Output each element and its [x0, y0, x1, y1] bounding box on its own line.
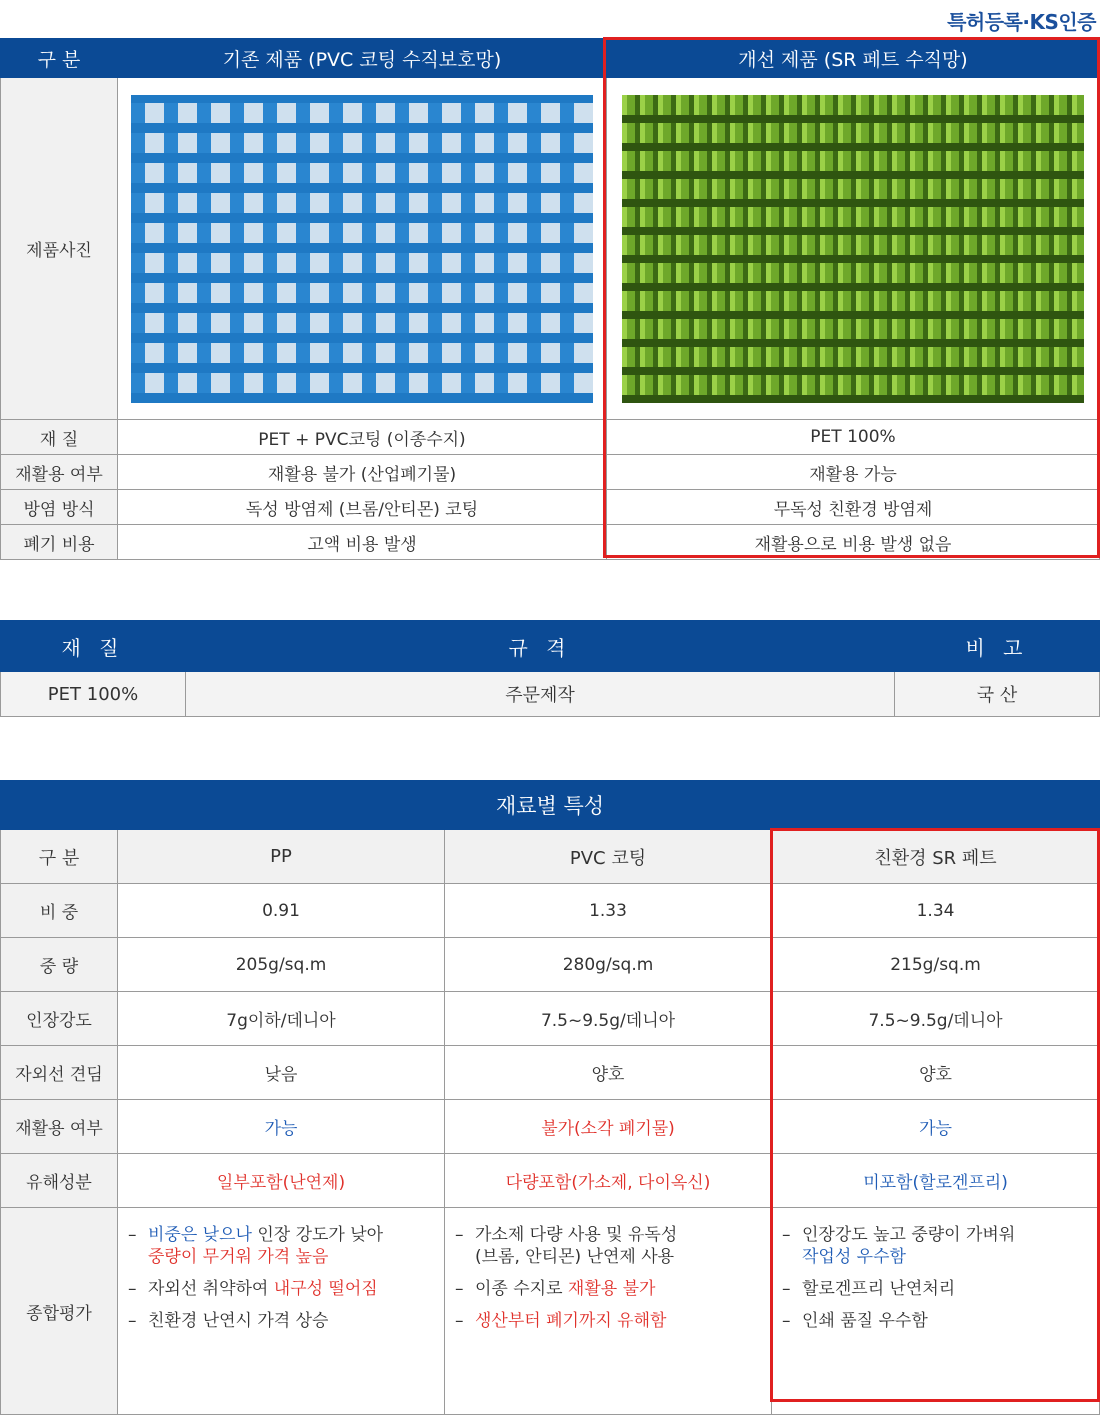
new-value: 재활용으로 비용 발생 없음 — [607, 525, 1100, 560]
evaluation-label: 종합평가 — [1, 1208, 118, 1415]
evaluation-item: – 인장강도 높고 중량이 가벼워 작업성 우수함 — [782, 1225, 1016, 1267]
materials-header-row — [1, 830, 1100, 884]
sr-pet-mesh-photo — [622, 95, 1084, 403]
sr-pet-value: 7.5~9.5g/데니아 — [772, 992, 1100, 1046]
evaluation-item: – 가소제 다량 사용 및 유독성 (브롬, 안티몬) 난연제 사용 — [455, 1225, 678, 1267]
materials-row — [1, 884, 1100, 938]
materials-row — [1, 938, 1100, 992]
spec-header-note: 비 고 — [895, 621, 1100, 672]
pp-value: 낮음 — [118, 1046, 445, 1100]
old-value: 고액 비용 발생 — [118, 525, 607, 560]
materials-title-row — [1, 781, 1100, 830]
comparison-row — [1, 525, 1100, 560]
row-label: 비 중 — [1, 884, 118, 938]
pp-value: 205g/sq.m — [118, 938, 445, 992]
pp-value: 일부포함(난연제) — [118, 1154, 445, 1208]
pvc-value: 280g/sq.m — [445, 938, 772, 992]
pvc-value: 7.5~9.5g/데니아 — [445, 992, 772, 1046]
comparison-row — [1, 455, 1100, 490]
header-category: 구 분 — [1, 39, 118, 78]
old-value: PET + PVC코팅 (이종수지) — [118, 420, 607, 455]
photo-row-label: 제품사진 — [1, 78, 118, 420]
old-value: 재활용 불가 (산업폐기물) — [118, 455, 607, 490]
row-label: 재활용 여부 — [1, 1100, 118, 1154]
pvc-value: 불가(소각 폐기물) — [445, 1100, 772, 1154]
pvc-value: 1.33 — [445, 884, 772, 938]
row-label: 폐기 비용 — [1, 525, 118, 560]
new-product-photo-cell — [607, 78, 1100, 420]
row-label: 재활용 여부 — [1, 455, 118, 490]
sr-pet-value: 양호 — [772, 1046, 1100, 1100]
materials-row — [1, 1046, 1100, 1100]
header-old-product: 기존 제품 (PVC 코팅 수직보호망) — [118, 39, 607, 78]
sr-pet-value: 가능 — [772, 1100, 1100, 1154]
spec-header-size: 규 격 — [186, 621, 895, 672]
sr-pet-value: 1.34 — [772, 884, 1100, 938]
pp-evaluation — [118, 1208, 445, 1415]
evaluation-row — [1, 1208, 1100, 1415]
materials-row — [1, 1100, 1100, 1154]
pp-value: 0.91 — [118, 884, 445, 938]
row-label: 인장강도 — [1, 992, 118, 1046]
materials-header-pp: PP — [118, 830, 445, 884]
comparison-header-row — [1, 39, 1100, 78]
evaluation-item: – 할로겐프리 난연처리 — [782, 1279, 956, 1299]
spec-header-row — [1, 621, 1100, 672]
pp-value: 가능 — [118, 1100, 445, 1154]
row-label: 재 질 — [1, 420, 118, 455]
old-value: 독성 방염제 (브롬/안티몬) 코팅 — [118, 490, 607, 525]
evaluation-item: – 비중은 낮으나 인장 강도가 낮아 중량이 무거워 가격 높음 — [128, 1225, 384, 1267]
row-label: 중 량 — [1, 938, 118, 992]
certification-badge: 특허등록·KS인증 — [947, 10, 1096, 34]
spec-table — [0, 620, 1100, 717]
comparison-row — [1, 420, 1100, 455]
material-properties-table — [0, 780, 1100, 1415]
comparison-row — [1, 490, 1100, 525]
new-value: 재활용 가능 — [607, 455, 1100, 490]
sr-pet-evaluation — [772, 1208, 1100, 1415]
evaluation-item: – 자외선 취약하여 내구성 떨어짐 — [128, 1279, 378, 1299]
evaluation-item: – 이종 수지로 재활용 불가 — [455, 1279, 656, 1299]
row-label: 유해성분 — [1, 1154, 118, 1208]
evaluation-item: – 생산부터 폐기까지 유해함 — [455, 1311, 667, 1331]
materials-row — [1, 992, 1100, 1046]
header-new-product: 개선 제품 (SR 페트 수직망) — [607, 39, 1100, 78]
row-label: 자외선 견딤 — [1, 1046, 118, 1100]
new-value: 무독성 친환경 방염제 — [607, 490, 1100, 525]
spec-header-material: 재 질 — [1, 621, 186, 672]
spec-row — [1, 672, 1100, 717]
materials-title: 재료별 특성 — [1, 781, 1100, 830]
pvc-evaluation — [445, 1208, 772, 1415]
evaluation-item: – 인쇄 품질 우수함 — [782, 1311, 928, 1331]
materials-header-sr-pet: 친환경 SR 페트 — [772, 830, 1100, 884]
spec-origin: 국 산 — [895, 672, 1100, 717]
spec-material: PET 100% — [1, 672, 186, 717]
pvc-mesh-photo — [131, 95, 593, 403]
materials-header-category: 구 분 — [1, 830, 118, 884]
sr-pet-value: 215g/sq.m — [772, 938, 1100, 992]
photo-row — [1, 78, 1100, 420]
old-product-photo-cell — [118, 78, 607, 420]
pvc-value: 다량포함(가소제, 다이옥신) — [445, 1154, 772, 1208]
materials-header-pvc: PVC 코팅 — [445, 830, 772, 884]
sr-pet-value: 미포함(할로겐프리) — [772, 1154, 1100, 1208]
new-value: PET 100% — [607, 420, 1100, 455]
pp-value: 7g이하/데니아 — [118, 992, 445, 1046]
row-label: 방염 방식 — [1, 490, 118, 525]
materials-row — [1, 1154, 1100, 1208]
spec-size: 주문제작 — [186, 672, 895, 717]
pvc-value: 양호 — [445, 1046, 772, 1100]
evaluation-item: – 친환경 난연시 가격 상승 — [128, 1311, 329, 1331]
product-comparison-table — [0, 38, 1100, 560]
